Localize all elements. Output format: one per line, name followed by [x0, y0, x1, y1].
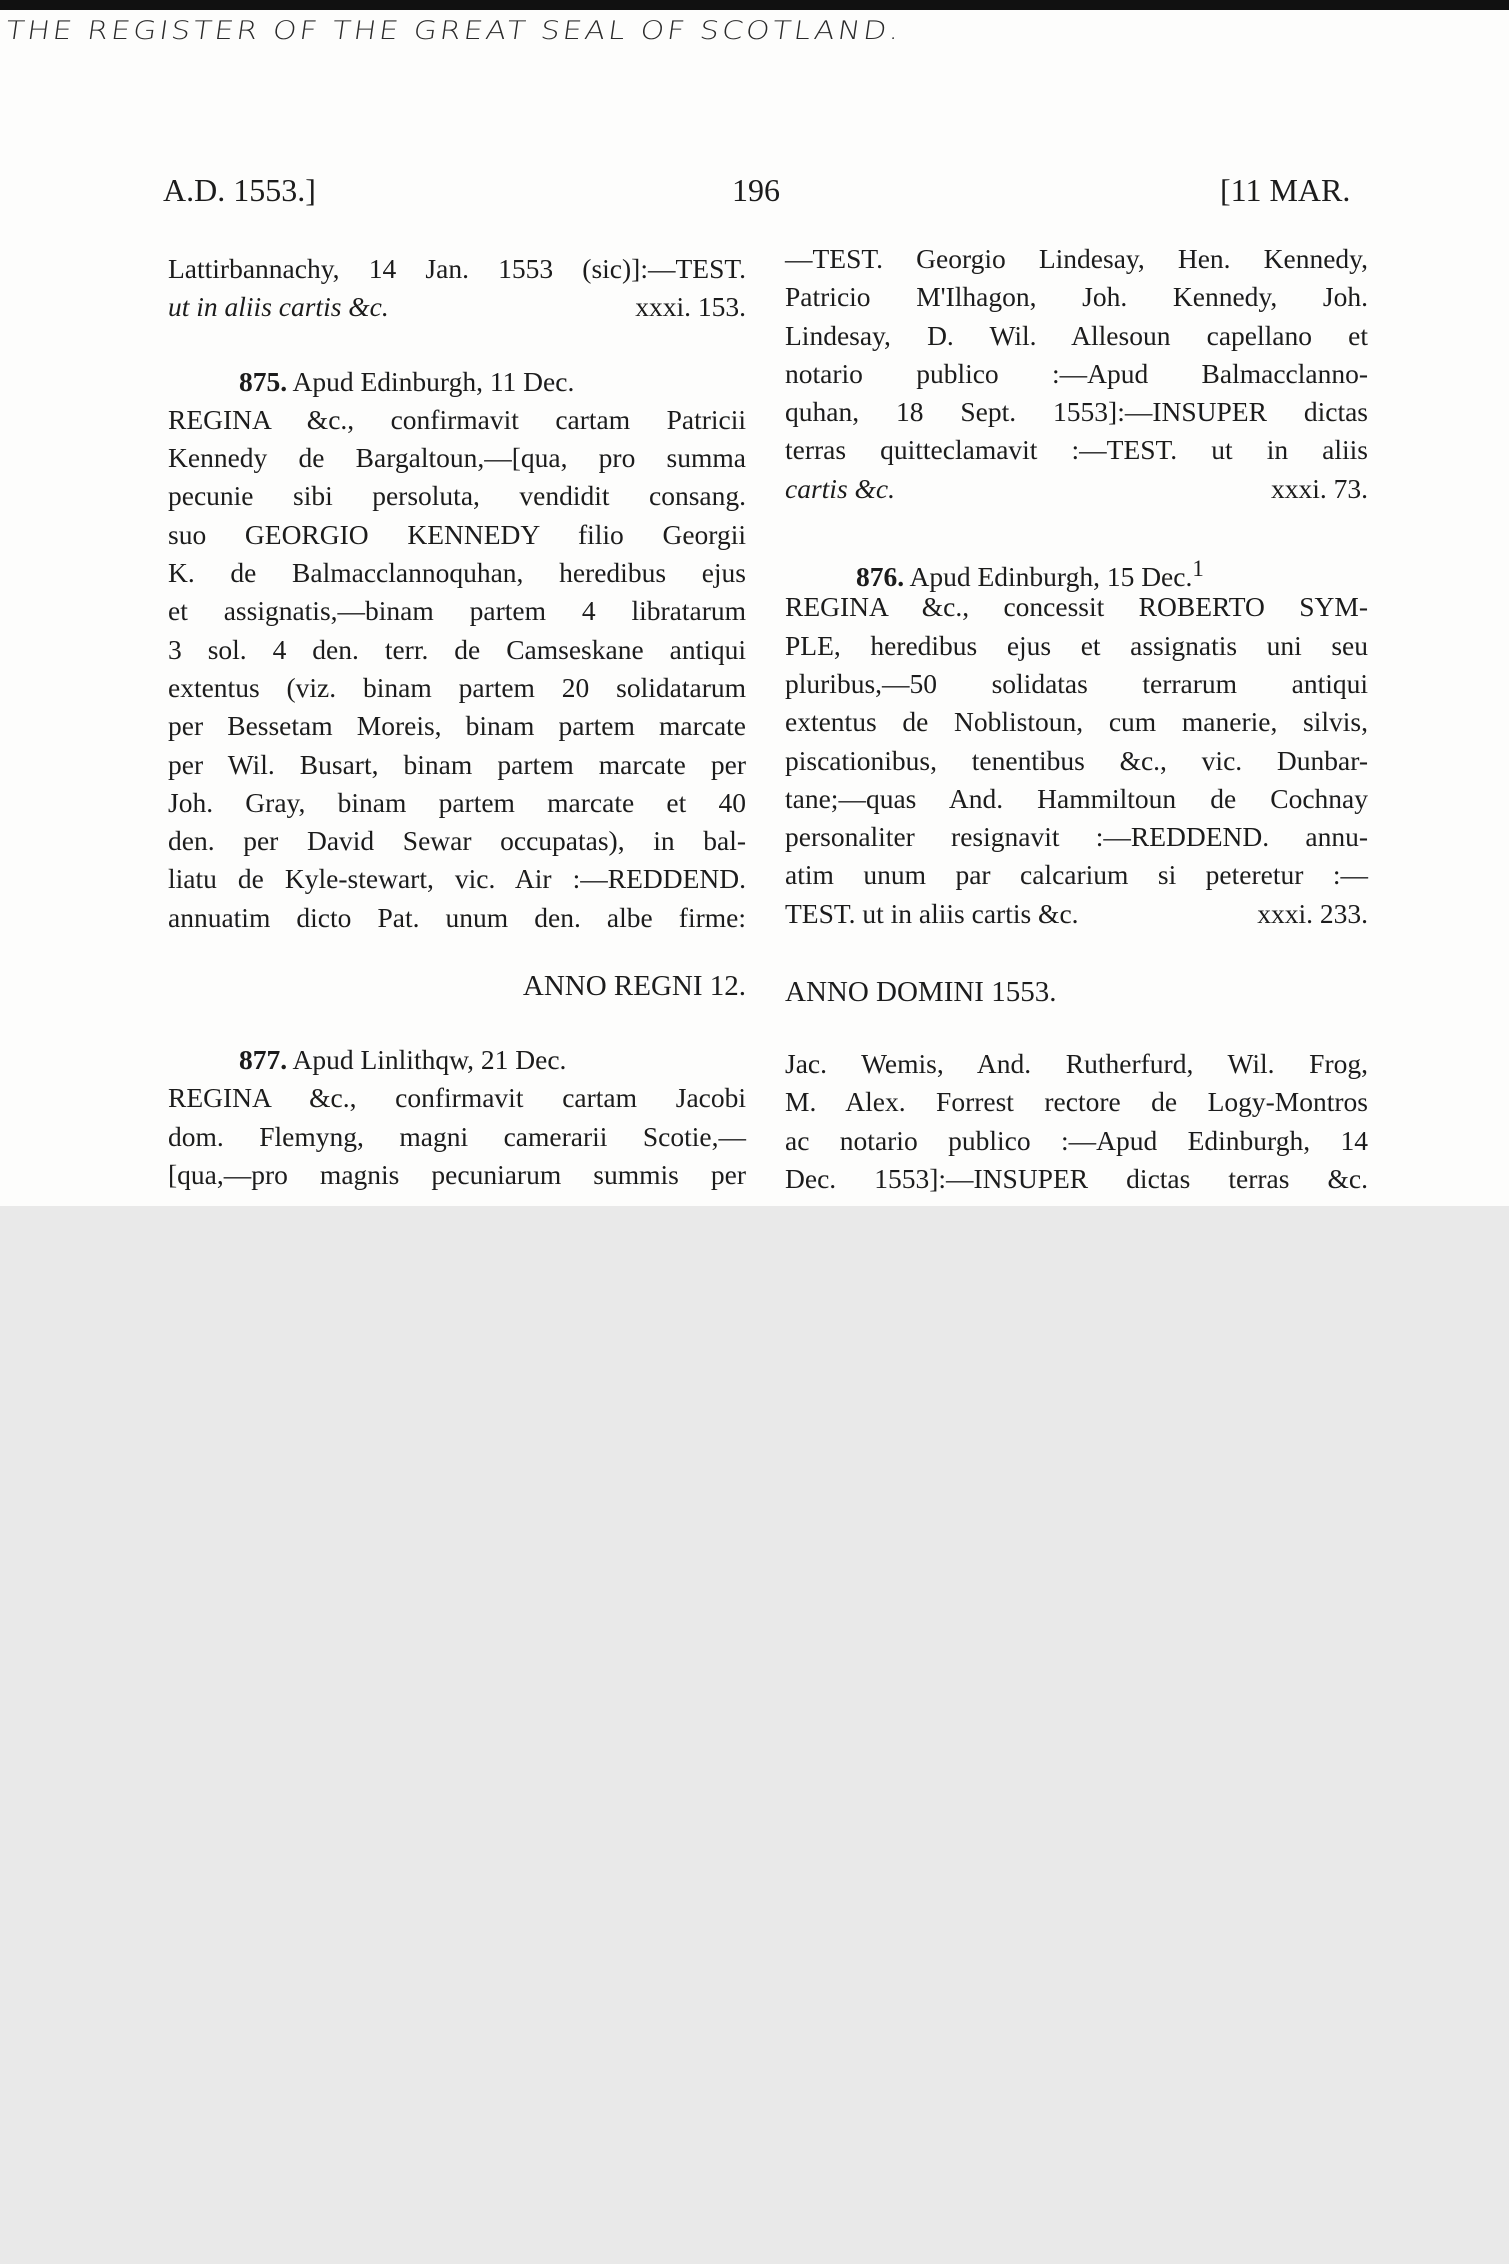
text-line: PLE, heredibus ejus et assignatis uni seu	[785, 629, 1368, 661]
text-line: ut in aliis cartis &c.	[168, 291, 389, 323]
text-line: terras quitteclamavit :—TEST. ut in aliis	[785, 434, 1368, 466]
text-line-with-ref	[785, 895, 1368, 933]
volume-reference: xxxi. 153.	[635, 291, 746, 323]
text-line: liatu de Kyle-stewart, vic. Air :—REDDEND.	[168, 863, 746, 895]
text-line: TEST. ut in aliis cartis &c.	[785, 897, 1079, 929]
text-line: per Bessetam Moreis, binam partem marcate	[168, 710, 746, 742]
empty-background	[0, 1206, 1509, 2264]
text-line: ac notario publico :—Apud Edinburgh, 14	[785, 1124, 1368, 1156]
running-head-right: [11 MAR.	[1220, 172, 1351, 208]
entry-place-date: Apud Edinburgh, 11 Dec.	[292, 365, 575, 397]
text-line: annuatim dicto Pat. unum den. albe firme:	[168, 901, 746, 933]
text-line: Lattirbannachy, 14 Jan. 1553 (sic)]:—TEST.	[168, 253, 746, 284]
text-line: [qua,—pro magnis pecuniarum summis per	[168, 1158, 746, 1190]
text-line: Joh. Gray, binam partem marcate et 40	[168, 786, 746, 818]
entry-heading	[168, 363, 746, 401]
text-line: Patricio M'Ilhagon, Joh. Kennedy, Joh.	[785, 281, 1368, 313]
text-line: dom. Flemyng, magni camerarii Scotie,—	[168, 1120, 746, 1152]
entry-heading	[785, 550, 1368, 593]
left-column	[168, 250, 746, 1194]
text-line: —TEST. Georgio Lindesay, Hen. Kennedy,	[785, 243, 1368, 274]
entry-place-date: Apud Linlithqw, 21 Dec.	[292, 1044, 567, 1076]
running-head-left: A.D. 1553.]	[163, 172, 316, 208]
text-line: REGINA &c., concessit ROBERTO SYM-	[785, 591, 1368, 623]
text-line: tane;—quas And. Hammiltoun de Cochnay	[785, 782, 1368, 814]
right-column	[785, 240, 1368, 1198]
top-border	[0, 0, 1509, 10]
text-line: piscationibus, tenentibus &c., vic. Dunbar-	[785, 744, 1368, 776]
volume-reference: xxxi. 73.	[1270, 472, 1368, 504]
volume-reference: xxxi. 233.	[1257, 897, 1368, 929]
text-line: Dec. 1553]:—INSUPER dictas terras &c.	[785, 1162, 1368, 1194]
text-line: cartis &c.	[785, 472, 895, 504]
text-line: quhan, 18 Sept. 1553]:—INSUPER dictas	[785, 396, 1368, 428]
text-line: personaliter resignavit :—REDDEND. annu-	[785, 821, 1368, 853]
handwritten-title: THE REGISTER OF THE GREAT SEAL OF SCOTLAND.	[3, 16, 904, 46]
text-line: Lindesay, D. Wil. Allesoun capellano et	[785, 319, 1368, 351]
text-line: suo GEORGIO KENNEDY filio Georgii	[168, 518, 746, 550]
entry-heading	[168, 1041, 746, 1079]
anno-domini-heading: ANNO DOMINI 1553.	[785, 976, 1057, 1009]
text-line: REGINA &c., confirmavit cartam Jacobi	[168, 1082, 746, 1114]
text-line-with-ref	[168, 288, 746, 326]
text-line: pecunie sibi persoluta, vendidit consang.	[168, 480, 746, 512]
text-line: K. de Balmacclannoquhan, heredibus ejus	[168, 557, 746, 589]
text-line: 3 sol. 4 den. terr. de Camseskane antiqui	[168, 633, 746, 665]
text-line: per Wil. Busart, binam partem marcate per	[168, 748, 746, 780]
anno-regni-heading: ANNO REGNI 12.	[522, 970, 746, 1003]
text-line: M. Alex. Forrest rectore de Logy-Montros	[785, 1086, 1368, 1118]
text-line: Kennedy de Bargaltoun,—[qua, pro summa	[168, 442, 746, 474]
text-line-with-ref	[785, 470, 1368, 508]
entry-number: 877.	[239, 1044, 288, 1076]
entry-number: 875.	[239, 365, 288, 397]
text-line: pluribus,—50 solidatas terrarum antiqui	[785, 667, 1368, 699]
page-number: 196	[732, 172, 780, 208]
entry-number: 876.	[856, 561, 905, 593]
text-line: extentus de Noblistoun, cum manerie, silvis,	[785, 706, 1368, 738]
footnote-mark: 1	[1192, 556, 1204, 582]
scanned-page	[0, 10, 1509, 1206]
entry-place-date: Apud Edinburgh, 15 Dec.	[909, 561, 1193, 593]
text-line: notario publico :—Apud Balmacclanno-	[785, 357, 1368, 389]
text-line: REGINA &c., confirmavit cartam Patricii	[168, 403, 746, 435]
text-line: atim unum par calcarium si peteretur :—	[785, 859, 1368, 891]
text-line: Jac. Wemis, And. Rutherfurd, Wil. Frog,	[785, 1048, 1368, 1080]
text-line: et assignatis,—binam partem 4 libratarum	[168, 595, 746, 627]
text-line: den. per David Sewar occupatas), in bal-	[168, 825, 746, 857]
text-line: extentus (viz. binam partem 20 solidatarum	[168, 671, 746, 703]
